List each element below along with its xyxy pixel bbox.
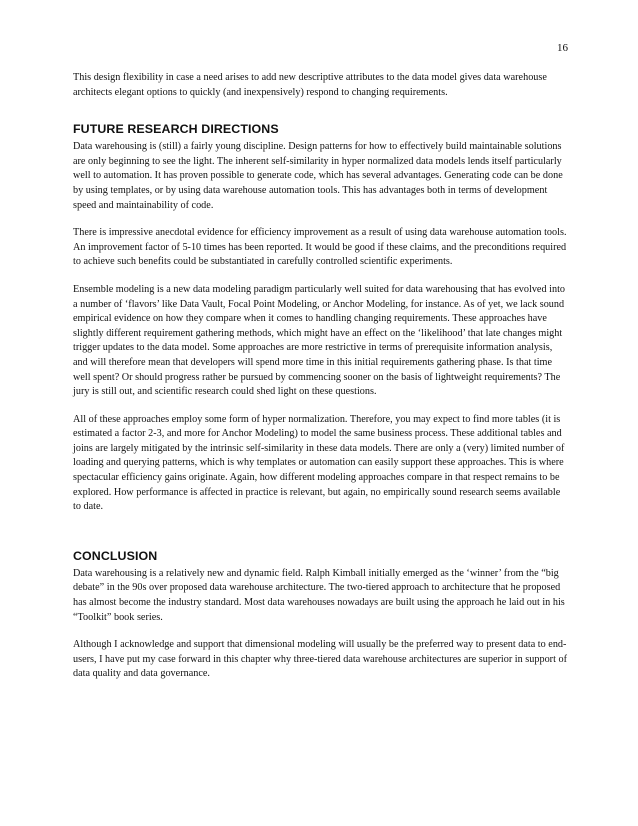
body-paragraph: Although I acknowledge and support that dimensional modeling will usually be the preferred way to present data to end-users, I have put my case forward in this chapter why three-tiered data warehouse architectures are superior in support of data quality and data governance. — [73, 639, 567, 680]
body-paragraph: Data warehousing is (still) a fairly young discipline. Design patterns for how to effectively build maintainable solutions are only beginning to see the light. The inherent self-similarity in hyper normalized data models lends itself particularly well to automation. It has proven possible to generate code, which has several advantages. Generating code can be done by using templates, or by using data warehouse automation tools. This has advantages both in terms of development speed and maintainability of code. — [73, 141, 563, 211]
future-research-section — [73, 122, 568, 515]
page-content — [73, 71, 568, 682]
intro-paragraph: This design flexibility in case a need arises to add new descriptive attributes to the data model gives data warehouse architects elegant options to quickly (and inexpensively) respond to changing requirements. — [73, 72, 547, 98]
body-paragraph: Ensemble modeling is a new data modeling paradigm particularly well suited for data warehousing that has evolved into a number of ‘flavors’ like Data Vault, Focal Point Modeling, or Anchor Modeling, for instance. As of yet, we lack sound empirical evidence on how they compare when it comes to handling changing requirements. These approaches have slightly different requirement gathering methods, which might have an effect on the ‘likelihood’ that late changes might trigger updates to the data model. Some approaches are more restrictive in terms of prerequisite information analysis, and will therefore mean that developers will spend more time in this initial requirements gathering phase. Is that time well spent? Or should progress rather be pursued by commencing sooner on the basis of lightweight requirements? The jury is still out, and scientific research could shed light on these questions. — [73, 283, 566, 398]
body-paragraph: Data warehousing is a relatively new and dynamic field. Ralph Kimball initially emerged as the ‘winner’ from the “big debate” in the 90s over proposed data warehouse architecture. The two-tiered approach to architecture that he proposed has almost become the industry standard. Most data warehouses nowadays are built using the approach he laid out in his “Toolkit” book series. — [73, 567, 565, 623]
conclusion-section — [73, 549, 568, 682]
body-paragraph: There is impressive anecdotal evidence for efficiency improvement as a result of using data warehouse automation tools. An improvement factor of 5-10 times has been reported. It would be good if these claims, and the preconditions required to achieve such benefits could be substantiated in carefully controlled scientific experiments. — [73, 227, 567, 268]
section-heading-conclusion: CONCLUSION — [73, 548, 158, 563]
page-number: 16 — [557, 42, 568, 54]
body-paragraph: All of these approaches employ some form of hyper normalization. Therefore, you may expect to find more tables (it is estimated a factor 2-3, and more for Anchor Modeling) to model the same business process. These additional tables and joins are largely mitigated by the intrinsic self-similarity in these data models. There are only a (very) limited number of loading and querying patterns, which is why templates or automation can easily support these approaches. This is where spectacular efficiency gains originate. Again, how different modeling approaches compare in that respect remains to be explored. How performance is affected in practice is relevant, but again, no empirically sound research seems available to date. — [73, 413, 565, 513]
section-heading-future-research: FUTURE RESEARCH DIRECTIONS — [73, 122, 279, 137]
